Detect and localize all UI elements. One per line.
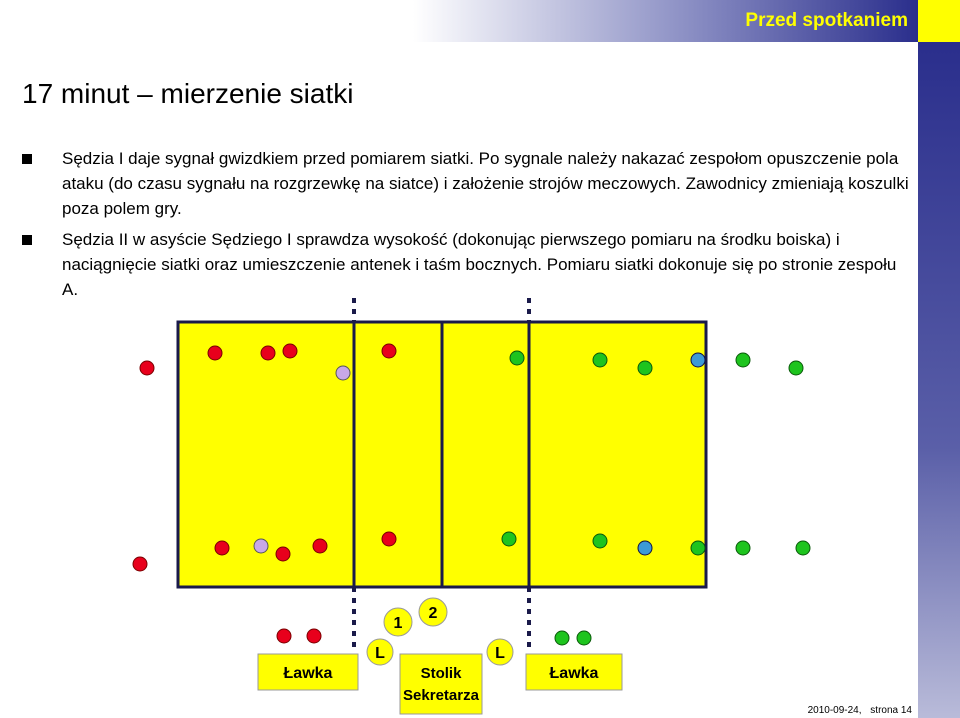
scorer-table-label-1: Stolik bbox=[420, 665, 462, 682]
player-team-a bbox=[261, 346, 275, 360]
referee-1 bbox=[384, 608, 412, 636]
line-judge-left-label: L bbox=[375, 645, 385, 662]
page-title: 17 minut – mierzenie siatki bbox=[22, 78, 354, 109]
footer-date: 2010-09-24, bbox=[807, 705, 862, 716]
referee-marker bbox=[336, 366, 350, 380]
player-team-b bbox=[593, 534, 607, 548]
referee-2 bbox=[419, 598, 447, 626]
bullet-text: Sędzia II w asyście Sędziego I sprawdza wysokość (dokonując pierwszego pomiaru na środku boiska) i naciągnięcie siatki oraz umieszczenie antenek i taśm bocznych. Pomiaru siatki dokonuje się po stronie zespołu A. bbox=[62, 230, 897, 299]
player-team-a bbox=[133, 557, 147, 571]
player-team-a bbox=[276, 547, 290, 561]
scorer-table-label-2: Sekretarza bbox=[403, 687, 479, 704]
line-judge-right-label: L bbox=[495, 645, 505, 662]
bench-left bbox=[258, 654, 358, 690]
player-team-b bbox=[736, 353, 750, 367]
bullet-text: Sędzia I daje sygnał gwizdkiem przed pomiarem siatki. Po sygnale należy nakazać zespołom opuszczenie pola ataku (do czasu sygnału na rozgrzewkę na siatce) i założenie strojów meczowych. Zawodnicy zmieniają koszulki poza polem gry. bbox=[62, 149, 909, 218]
bench-right-label: Ławka bbox=[549, 665, 599, 682]
line-judge-right bbox=[487, 639, 513, 665]
player-team-a bbox=[140, 361, 154, 375]
referee-2-label: 2 bbox=[428, 605, 438, 622]
bench-player-b bbox=[555, 631, 569, 645]
libero-marker bbox=[638, 541, 652, 555]
scorer-table bbox=[400, 654, 482, 714]
player-team-b bbox=[736, 541, 750, 555]
header-title: Przed spotkaniem bbox=[745, 10, 908, 31]
player-team-b bbox=[638, 361, 652, 375]
scorer-table-box bbox=[400, 654, 482, 714]
footer-page: strona 14 bbox=[870, 705, 912, 716]
player-team-b bbox=[510, 351, 524, 365]
bench-player-b bbox=[577, 631, 591, 645]
bench-player-a bbox=[277, 629, 291, 643]
bench-right bbox=[526, 654, 622, 690]
player-team-b bbox=[691, 541, 705, 555]
bench-player-a bbox=[307, 629, 321, 643]
player-team-b bbox=[502, 532, 516, 546]
player-team-b bbox=[796, 541, 810, 555]
bench-left-label: Ławka bbox=[283, 665, 333, 682]
player-team-a bbox=[208, 346, 222, 360]
player-team-b bbox=[789, 361, 803, 375]
player-team-a bbox=[313, 539, 327, 553]
player-team-a bbox=[382, 344, 396, 358]
player-team-b bbox=[593, 353, 607, 367]
libero-marker bbox=[691, 353, 705, 367]
player-team-a bbox=[215, 541, 229, 555]
referee-1-label: 1 bbox=[393, 615, 403, 632]
referee-marker bbox=[254, 539, 268, 553]
footer bbox=[808, 705, 912, 716]
player-team-a bbox=[382, 532, 396, 546]
line-judge-left bbox=[367, 639, 393, 665]
player-team-a bbox=[283, 344, 297, 358]
